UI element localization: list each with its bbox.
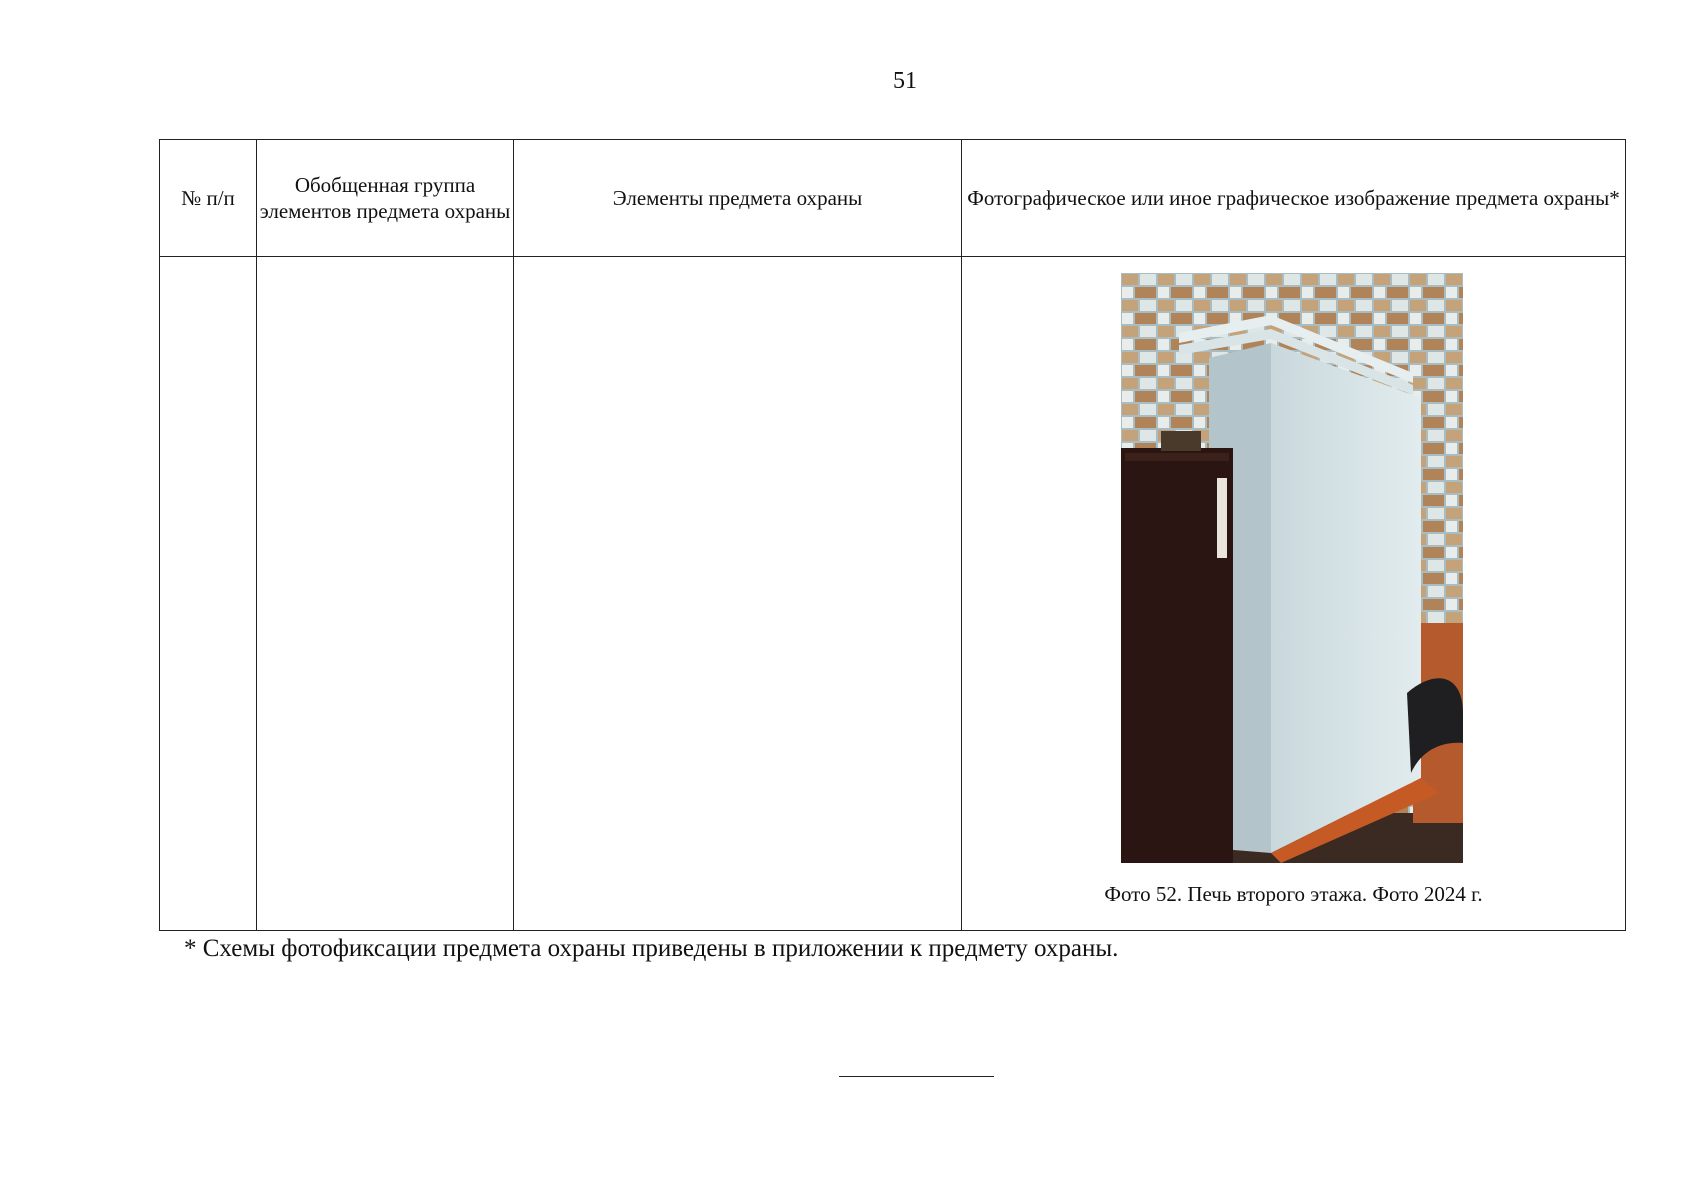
stove-photo [1121,273,1463,863]
protection-subject-table [159,139,1626,931]
footnote: * Схемы фотофиксации предмета охраны приведены в приложении к предмету охраны. [184,935,1119,962]
header-number: № п/п [160,140,257,257]
closing-divider [839,1076,994,1077]
table-row [160,257,1626,931]
header-element-group: Обобщенная группа элементов предмета охраны [257,140,514,257]
header-photo-image: Фотографическое или иное графическое изображение предмета охраны* [962,140,1626,257]
header-protection-elements: Элементы предмета охраны [514,140,962,257]
cell-element-group [257,257,514,931]
table-header-row [160,140,1626,257]
page-number: 51 [893,68,917,94]
photo-caption: Фото 52. Печь второго этажа. Фото 2024 г. [1104,882,1483,906]
cell-protection-elements [514,257,962,931]
cell-photo [962,257,1626,931]
cell-number [160,257,257,931]
